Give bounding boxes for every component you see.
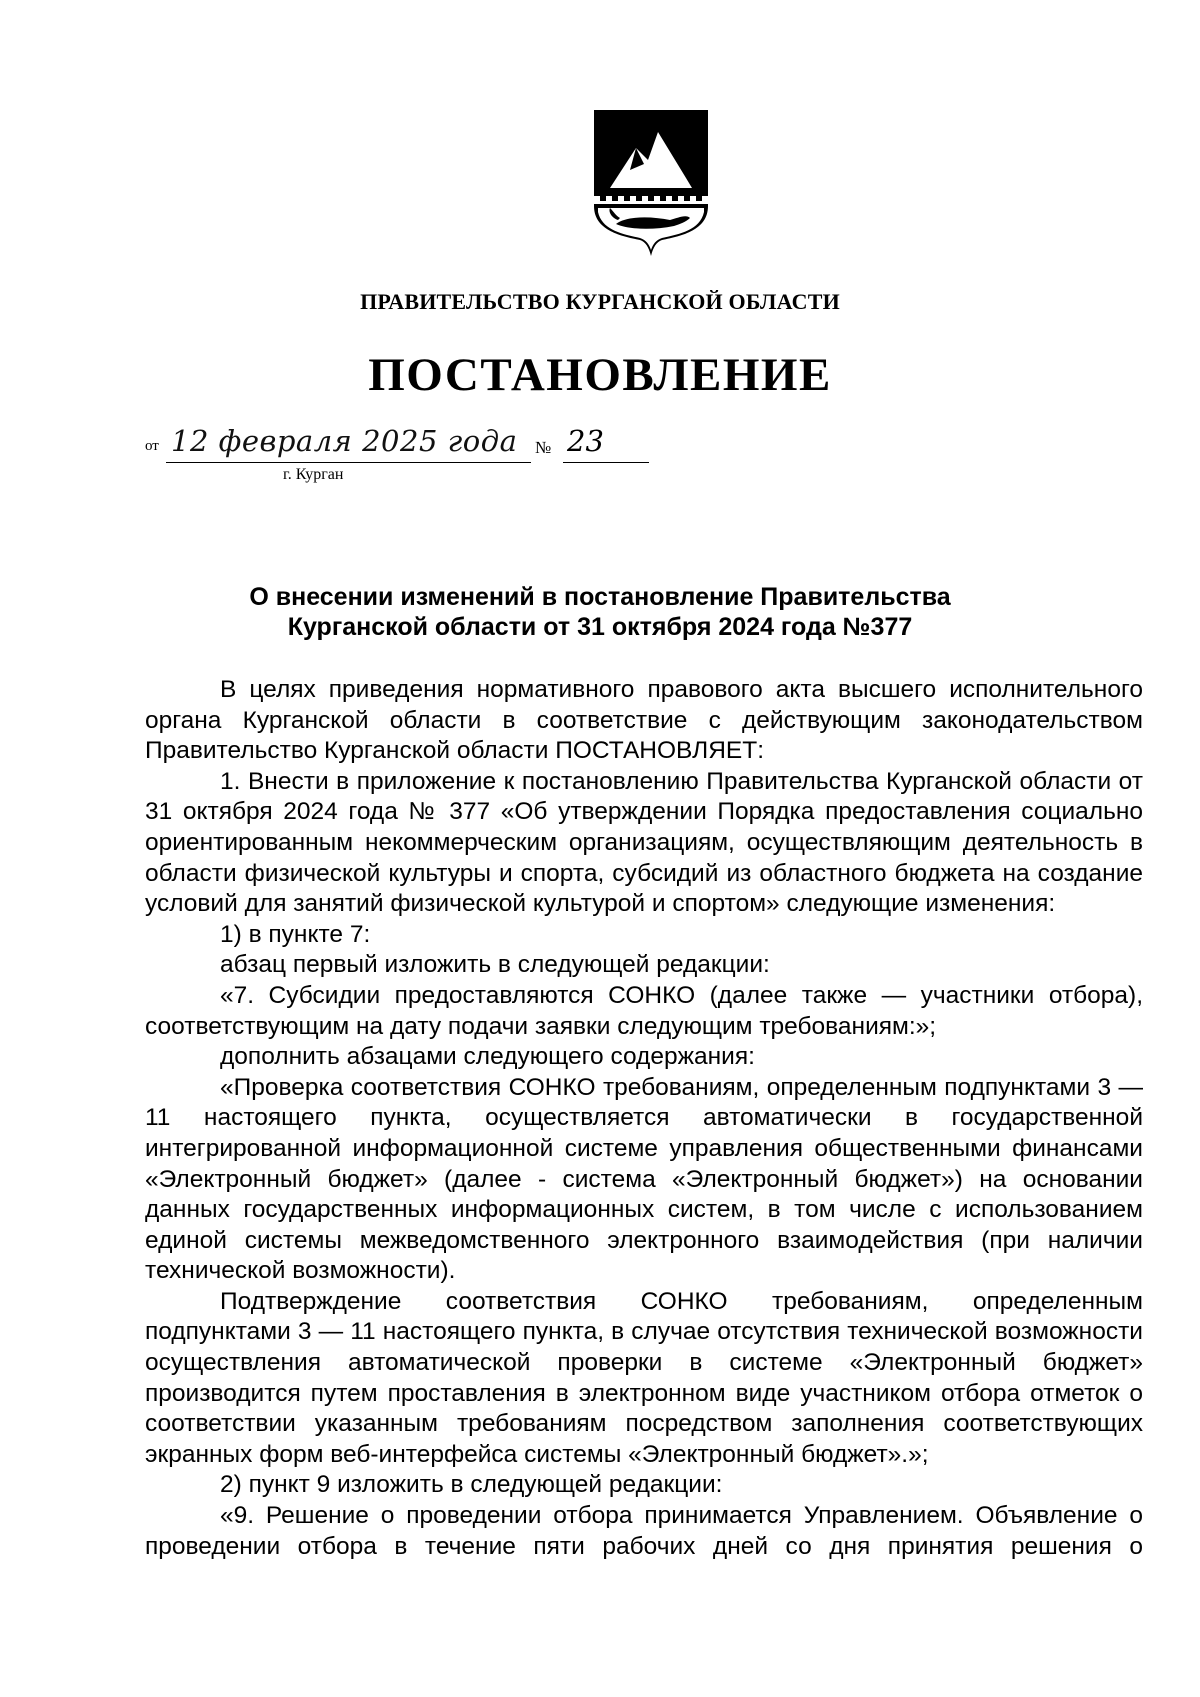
city-label: г. Курган <box>283 466 344 483</box>
number-label: № <box>535 438 552 457</box>
date-underline <box>166 462 531 463</box>
paragraph: «Проверка соответствия СОНКО требованиям, определенным подпунктами 3 — 11 настоящего пункта, осуществляется автоматически в государственной интегрированной информационной системе управления общественными финансами «Электронный бюджет» (далее - система «Электронный бюджет») на основании данных государственных информационных систем, в том числе с использованием единой системы межведомственного электронного взаимодействия (при наличии технической возможности). <box>145 1073 1143 1285</box>
paragraph: 1. Внести в приложение к постановлению Правительства Курганской области от 31 октября 2024 года № 377 «Об утверждении Порядка предоставления социально ориентированным некоммерческим организациям, осуществляющим деятельность в области физической культуры и спорта, субсидий из областного бюджета на создание условий для занятий физической культурой и спортом» следующие изменения: <box>145 767 1143 918</box>
handwritten-number: 23 <box>567 424 604 458</box>
paragraph: дополнить абзацами следующего содержания: <box>220 1043 755 1071</box>
paragraph: 1) в пункте 7: <box>220 920 371 948</box>
paragraph: Подтверждение соответствия СОНКО требованиям, определенным подпунктами 3 — 11 настоящего пункта, в случае отсутствия технической возможности осуществления автоматической проверки в системе «Электронный бюджет» производится путем проставления в электронном виде участником отбора отметок о соответствии указанным требованиям посредством заполнения соответствующих экранных форм веб-интерфейса системы «Электронный бюджет».»; <box>145 1287 1143 1468</box>
document-body <box>145 675 1143 1562</box>
document-type-heading: ПОСТАНОВЛЕНИЕ <box>368 349 832 401</box>
paragraph: В целях приведения нормативного правового акта высшего исполнительного органа Курганской области в соответствие с действующим законодательством Правительство Курганской области ПОСТАНОВЛЯЕТ: <box>145 676 1143 765</box>
title-line-1: О внесении изменений в постановление Правительства <box>249 583 951 611</box>
title-line-2: Курганской области от 31 октября 2024 года №377 <box>287 613 913 641</box>
coat-of-arms-emblem <box>590 108 712 258</box>
paragraph: «7. Субсидии предоставляются СОНКО (далее также — участники отбора), соответствующим на дату подачи заявки следующим требованиям:»; <box>145 981 1143 1040</box>
date-prefix: от <box>145 438 159 454</box>
number-underline <box>563 462 649 463</box>
document-title <box>140 582 1060 642</box>
handwritten-date: 12 февраля 2025 года <box>171 424 518 458</box>
government-name: ПРАВИТЕЛЬСТВО КУРГАНСКОЙ ОБЛАСТИ <box>360 289 840 314</box>
paragraph: «9. Решение о проведении отбора принимается Управлением. Объявление о проведении отбора в течение пяти рабочих дней со дня принятия решения о <box>145 1502 1143 1560</box>
paragraph: 2) пункт 9 изложить в следующей редакции: <box>220 1471 723 1499</box>
date-number-row <box>145 424 665 484</box>
paragraph: абзац первый изложить в следующей редакции: <box>220 951 770 979</box>
